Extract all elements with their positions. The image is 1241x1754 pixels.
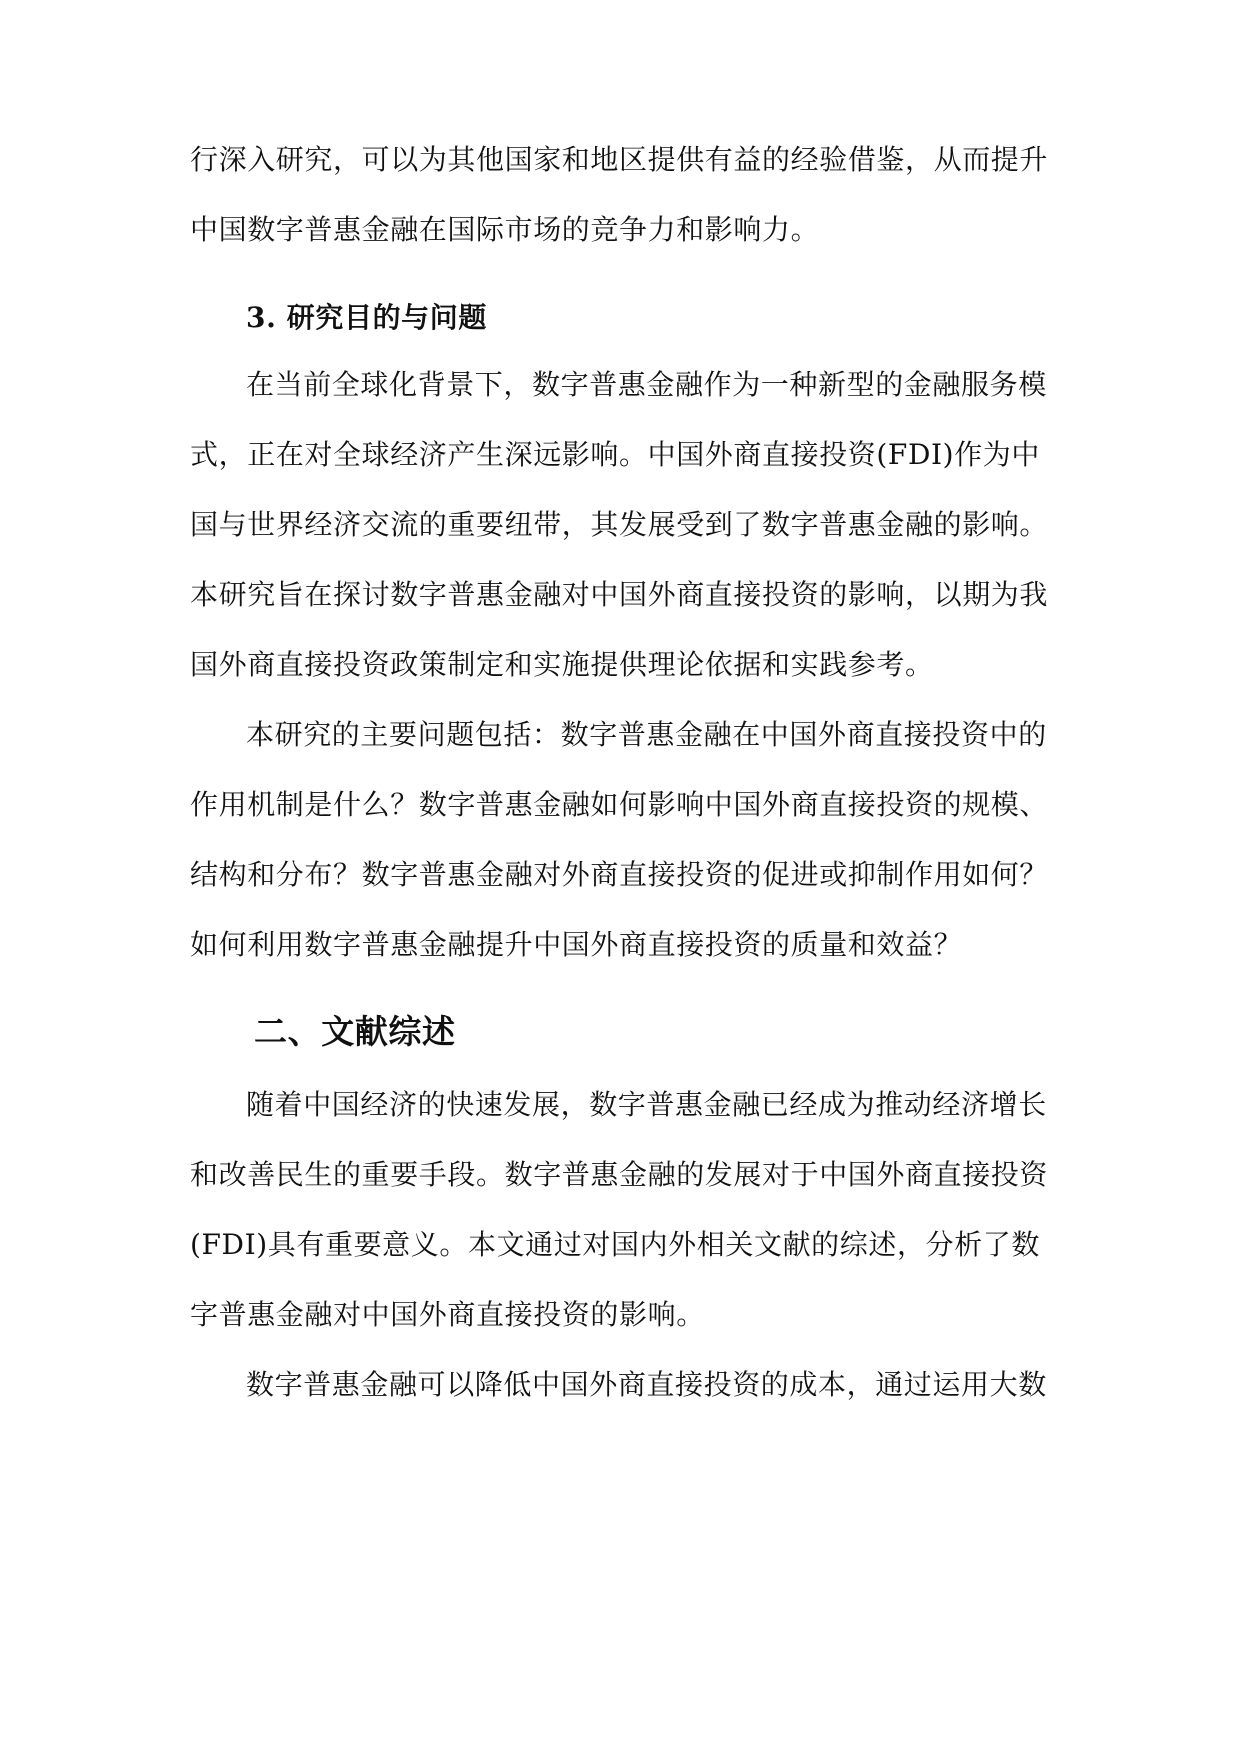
paragraph-line: 数字普惠金融可以降低中国外商直接投资的成本，通过运用大数 (246, 1368, 1047, 1401)
paragraph-line: 如何利用数字普惠金融提升中国外商直接投资的质量和效益？ (190, 928, 963, 961)
paragraph-line: 本研究的主要问题包括：数字普惠金融在中国外商直接投资中的 (246, 718, 1047, 751)
paragraph-line: 本研究旨在探讨数字普惠金融对中国外商直接投资的影响，以期为我 (190, 578, 1049, 611)
paragraph-line: 中国数字普惠金融在国际市场的竞争力和影响力。 (190, 213, 820, 246)
paragraph-line: 行深入研究，可以为其他国家和地区提供有益的经验借鉴，从而提升 (190, 143, 1049, 176)
paragraph-line: 在当前全球化背景下，数字普惠金融作为一种新型的金融服务模 (246, 368, 1047, 401)
paragraph-line: 随着中国经济的快速发展，数字普惠金融已经成为推动经济增长 (246, 1088, 1047, 1121)
section-heading-3: 3. 研究目的与问题 (246, 301, 487, 334)
paragraph-line: 结构和分布？数字普惠金融对外商直接投资的促进或抑制作用如何？ (190, 858, 1049, 891)
paragraph-line: 作用机制是什么？数字普惠金融如何影响中国外商直接投资的规模、 (190, 788, 1049, 821)
paragraph-line: 国外商直接投资政策制定和实施提供理论依据和实践参考。 (190, 648, 934, 681)
paragraph-line: (FDI)具有重要意义。本文通过对国内外相关文献的综述，分析了数 (190, 1228, 1040, 1261)
section-heading-2: 二、文献综述 (254, 1012, 456, 1051)
paragraph-line: 国与世界经济交流的重要纽带，其发展受到了数字普惠金融的影响。 (190, 508, 1049, 541)
paragraph-line: 式，正在对全球经济产生深远影响。中国外商直接投资(FDI)作为中 (190, 438, 1040, 471)
paragraph-line: 和改善民生的重要手段。数字普惠金融的发展对于中国外商直接投资 (190, 1158, 1049, 1191)
paragraph-line: 字普惠金融对中国外商直接投资的影响。 (190, 1298, 705, 1331)
